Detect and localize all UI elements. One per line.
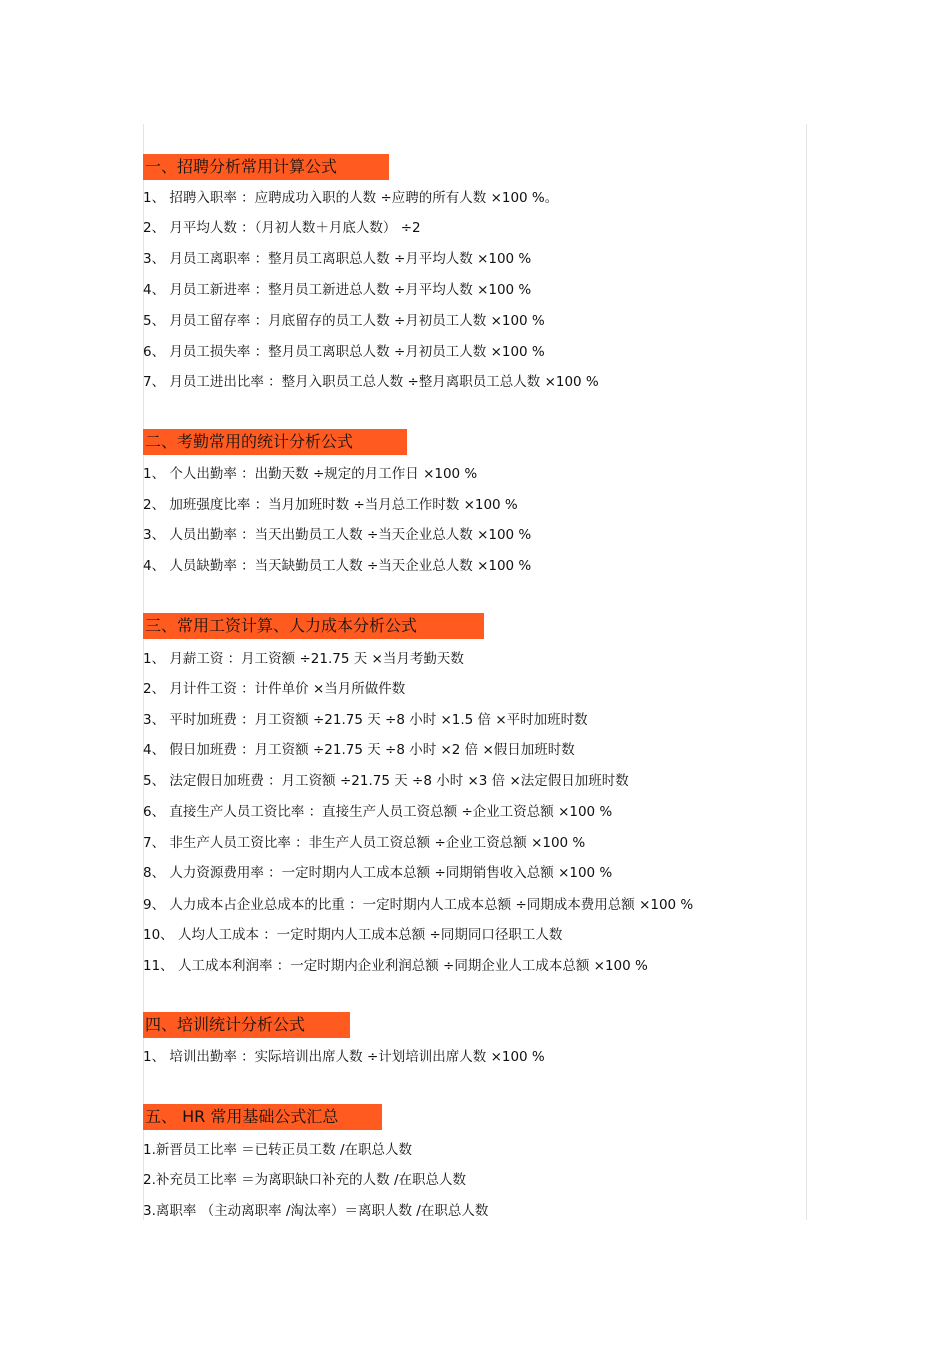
list-item: 5、 月员工留存率 ：月底留存的员工人数 ÷月初员工人数 ×100 % xyxy=(143,313,545,329)
list-item: 3、 平时加班费 ：月工资额 ÷21.75 天 ÷8 小时 ×1.5 倍 ×平时加班时数 xyxy=(143,712,588,728)
list-item: 1、 招聘入职率 ：应聘成功入职的人数 ÷应聘的所有人数 ×100 %。 xyxy=(143,190,559,206)
list-item: 7、 非生产人员工资比率 ：非生产人员工资总额 ÷企业工资总额 ×100 % xyxy=(143,835,586,851)
section-title: 一、招聘分析常用计算公式 xyxy=(143,154,389,180)
section-title: 四、培训统计分析公式 xyxy=(143,1012,350,1038)
list-item: 9、 人力成本占企业总成本的比重 ：一定时期内人工成本总额 ÷同期成本费用总额 ×100 % xyxy=(143,897,694,913)
list-item: 2.补充员工比率 ＝为离职缺口补充的人数 /在职总人数 xyxy=(143,1172,467,1188)
section-training-heading xyxy=(143,1012,803,1038)
section-title: 三、常用工资计算、人力成本分析公式 xyxy=(143,613,484,639)
list-item: 10、 人均人工成本 ：一定时期内人工成本总额 ÷同期同口径职工人数 xyxy=(143,927,563,943)
list-item: 2、 月计件工资 ：计件单价 ×当月所做件数 xyxy=(143,681,406,697)
section-title: 二、考勤常用的统计分析公式 xyxy=(143,429,407,455)
list-item: 4、 人员缺勤率 ：当天缺勤员工人数 ÷当天企业总人数 ×100 % xyxy=(143,558,532,574)
section-salary-heading xyxy=(143,613,803,639)
list-item: 1、 月薪工资 ：月工资额 ÷21.75 天 ×当月考勤天数 xyxy=(143,651,464,667)
list-item: 1.新晋员工比率 ＝已转正员工数 /在职总人数 xyxy=(143,1142,413,1158)
list-item: 5、 法定假日加班费 ：月工资额 ÷21.75 天 ÷8 小时 ×3 倍 ×法定假日加班时数 xyxy=(143,773,629,789)
list-item: 8、 人力资源费用率 ：一定时期内人工成本总额 ÷同期销售收入总额 ×100 % xyxy=(143,865,613,881)
section-recruitment-heading xyxy=(143,154,803,180)
list-item: 3、 月员工离职率 ：整月员工离职总人数 ÷月平均人数 ×100 % xyxy=(143,251,532,267)
list-item: 3、 人员出勤率 ：当天出勤员工人数 ÷当天企业总人数 ×100 % xyxy=(143,527,532,543)
list-item: 4、 假日加班费 ：月工资额 ÷21.75 天 ÷8 小时 ×2 倍 ×假日加班时数 xyxy=(143,742,575,758)
page-border-right xyxy=(806,124,807,1220)
section-attendance-heading xyxy=(143,429,803,455)
section-hr-basics-heading xyxy=(143,1104,803,1130)
list-item: 1、 培训出勤率 ：实际培训出席人数 ÷计划培训出席人数 ×100 % xyxy=(143,1049,545,1065)
list-item: 1、 个人出勤率 ：出勤天数 ÷规定的月工作日 ×100 % xyxy=(143,466,478,482)
list-item: 2、 加班强度比率 ：当月加班时数 ÷当月总工作时数 ×100 % xyxy=(143,497,518,513)
list-item: 3.离职率 （主动离职率 /淘汰率）＝离职人数 /在职总人数 xyxy=(143,1203,489,1219)
list-item: 7、 月员工进出比率 ：整月入职员工总人数 ÷整月离职员工总人数 ×100 % xyxy=(143,374,599,390)
section-title: 五、 HR 常用基础公式汇总 xyxy=(143,1104,382,1130)
list-item: 6、 月员工损失率 ：整月员工离职总人数 ÷月初员工人数 ×100 % xyxy=(143,344,545,360)
list-item: 11、 人工成本利润率 ：一定时期内企业利润总额 ÷同期企业人工成本总额 ×100 % xyxy=(143,958,648,974)
list-item: 6、 直接生产人员工资比率 ：直接生产人员工资总额 ÷企业工资总额 ×100 % xyxy=(143,804,613,820)
list-item: 2、 月平均人数 ：（月初人数＋月底人数） ÷2 xyxy=(143,220,421,236)
list-item: 4、 月员工新进率 ：整月员工新进总人数 ÷月平均人数 ×100 % xyxy=(143,282,532,298)
